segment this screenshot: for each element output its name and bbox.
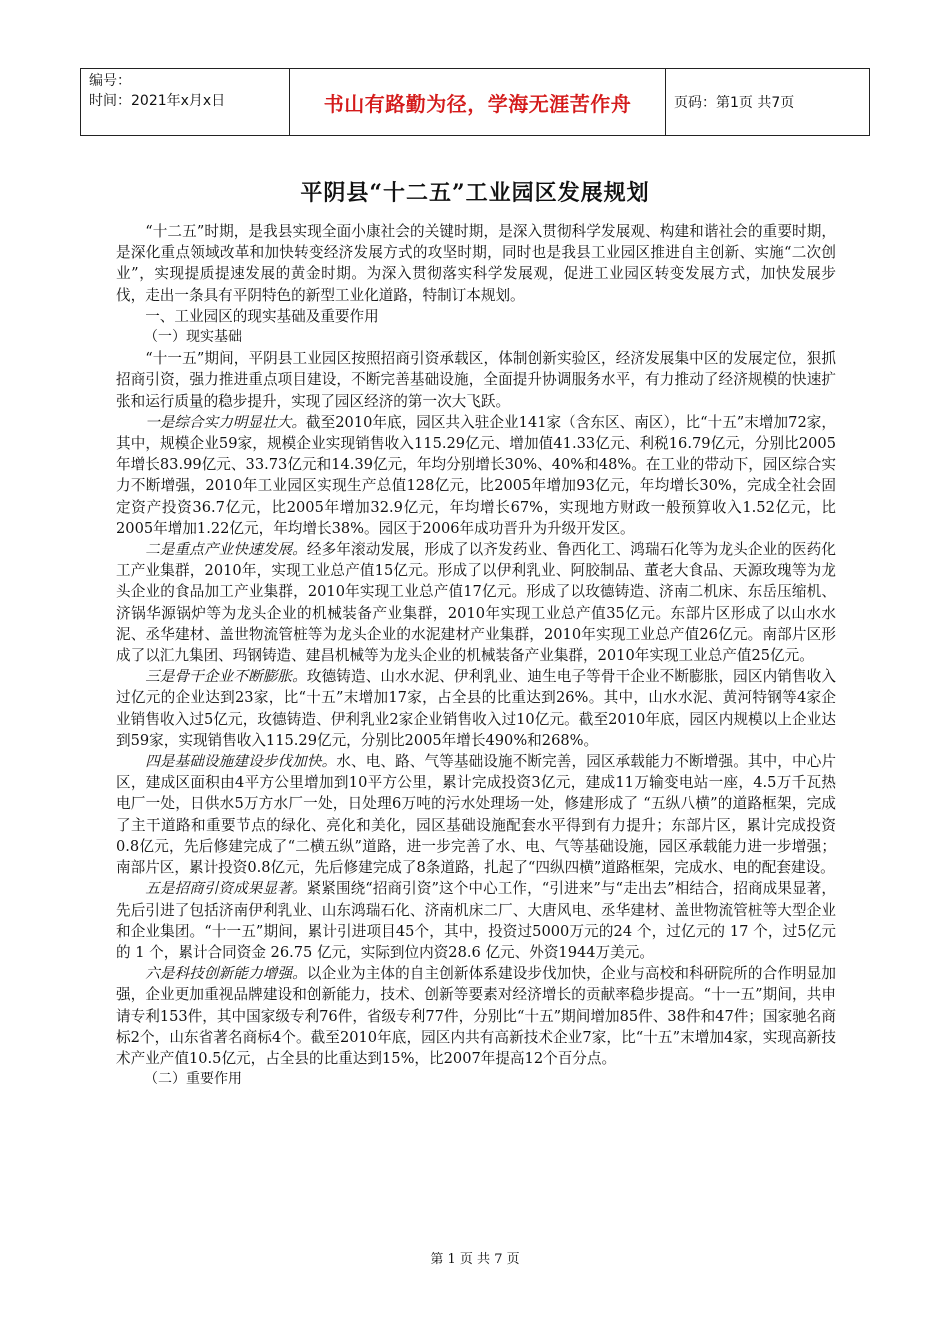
point-text: 紧紧围绕“招商引资”这个中心工作，“引进来”与“走出去”相结合，招商成果显著，先后引进了包括济南伊利乳业、山东鸿瑞石化、济南机床二厂、大唐风电、丞华建材、盖世物流管桩等大型企业和企业集团。“十一五”期间，累计引进项目45个，其中，投资过5000万元的24 个，过亿元的 17 个，过5亿元的 1 个，累计合同资金 26.75 亿元，实际到位内资28.6 亿元、外资1944万美元。 [116,880,836,961]
subsection-heading-basis: （一）现实基础 [144,329,242,346]
intro-paragraph: “十二五”时期，是我县实现全面小康社会的关键时期，是深入贯彻科学发展观、构建和谐社会的重要时期，是深化重点领域改革和加快转变经济发展方式的攻坚时期，同时也是我县工业园区推进自主创新、实施“二次创业”，实现提质提速发展的黄金时期。为深入贯彻落实科学发展观，促进工业园区转变发展方式，加快发展步伐，走出一条具有平阴特色的新型工业化道路，特制订本规划。 [116,223,836,304]
point-lead: 三是骨干企业不断膨胀。 [145,668,307,686]
point-text: 水、电、路、气等基础设施不断完善，园区承载能力不断增强。其中，中心片区，建成区面积由4平方公里增加到10平方公里，累计完成投资3亿元，建成11万输变电站一座，4.5万千瓦热电厂一处，日供水5万方水厂一处，日处理6万吨的污水处理场一处，修建形成了 “五纵八横”的道路框架，完成了主干道路和重要节点的绿化、亮化和美化，园区基础设施配套水平得到有力提升；东部片区，累计完成投资0.8亿元，先后修建完成了“二横五纵”道路，进一步完善了水、电、气等基础设施，园区承载能力进一步增强；南部片区，累计投资0.8亿元，先后修建完成了8条道路，扎起了“四纵四横”道路框架，完成水、电的配套建设。 [116,753,836,877]
point-lead: 四是基础设施建设步伐加快。 [145,753,337,771]
point-paragraph-4 [116,751,836,878]
basis-intro-paragraph: “十一五”期间，平阴县工业园区按照招商引资承载区，体制创新实验区，经济发展集中区的发展定位，狠抓招商引资，强力推进重点项目建设，不断完善基础设施，全面提升协调服务水平，有力推动了经济规模的快速扩张和运行质量的稳步提升，实现了园区经济的第一次大飞跃。 [116,350,836,410]
point-text: 经多年滚动发展，形成了以齐发药业、鲁西化工、鸿瑞石化等为龙头企业的医药化工产业集群，2010年，实现工业总产值15亿元。形成了以伊利乳业、阿胶制品、董老大食品、天源玫瑰等为龙头企业的食品加工产业集群，2010年实现工业总产值17亿元。形成了以玫德铸造、济南二机床、东岳压缩机、济锅华源锅炉等为龙头企业的机械装备产业集群，2010年实现工业总产值35亿元。东部片区形成了以山水水泥、丞华建材、盖世物流管桩等为龙头企业的水泥建材产业集群，2010年实现工业总产值26亿元。南部片区形成了以汇九集团、玛钢铸造、建昌机械等为龙头企业的机械装备产业集群，2010年实现工业总产值25亿元。 [116,541,836,665]
section-heading-1: 一、工业园区的现实基础及重要作用 [145,307,379,325]
point-paragraph-6 [116,963,836,1069]
header-table [80,68,870,136]
point-paragraph-1 [116,412,836,539]
page-footer: 第 1 页 共 7 页 [430,1252,520,1267]
document-time-label: 时间：2021年x月x日 [89,93,226,109]
header-motto: 书山有路勤为径，学海无涯苦作舟 [290,69,666,136]
header-meta-cell [81,69,290,136]
document-title: 平阴县“十二五”工业园区发展规划 [300,180,650,206]
point-paragraph-2 [116,539,836,666]
document-number-label: 编号： [89,73,131,89]
document-body [116,221,836,1090]
point-lead: 六是科技创新能力增强。 [145,965,307,983]
point-lead: 一是综合实力明显壮大。 [145,413,307,431]
subsection-heading-role: （二）重要作用 [144,1071,242,1088]
point-text: 以企业为主体的自主创新体系建设步伐加快，企业与高校和科研院所的合作明显加强，企业更加重视品牌建设和创新能力，技术、创新等要素对经济增长的贡献率稳步提高。“十一五”期间，共申请专利153件，其中国家级专利76件，省级专利77件，分别比“十五”期间增加85件、38件和47件；国家驰名商标2个，山东省著名商标4个。截至2010年底，园区内共有高新技术企业7家，比“十五”末增加4家，实现高新技术产业产值10.5亿元，占全县的比重达到15%，比2007年提高12个百分点。 [116,965,836,1067]
point-text: 截至2010年底，园区共入驻企业141家（含东区、南区），比“十五”末增加72家，其中，规模企业59家，规模企业实现销售收入115.29亿元、增加值41.33亿元、利税16.79亿元，分别比2005年增长83.99亿元、33.73亿元和14.39亿元，年均分别增长30%、40%和48%。在工业的带动下，园区综合实力不断增强，2010年工业园区实现生产总值128亿元，比2005年增加93亿元，年均增长30%，完成全社会固定资产投资36.7亿元，比2005年增加32.9亿元，年均增长67%，实现地方财政一般预算收入1.52亿元，比2005年增加1.22亿元，年均增长38%。园区于2006年成功晋升为升级开发区。 [116,413,836,537]
point-paragraph-5 [116,878,836,963]
point-lead: 二是重点产业快速发展。 [145,541,307,559]
point-lead: 五是招商引资成果显著。 [145,880,307,898]
point-paragraph-3 [116,666,836,751]
header-page-info: 页码：第1页 共7页 [666,69,870,136]
point-text: 玫德铸造、山水水泥、伊利乳业、迪生电子等骨干企业不断膨胀，园区内销售收入过亿元的企业达到23家，比“十五”末增加17家，占全县的比重达到26%。其中，山水水泥、黄河特钢等4家企业销售收入过5亿元，玫德铸造、伊利乳业2家企业销售收入过10亿元。截至2010年底，园区内规模以上企业达到59家，实现销售收入115.29亿元，分别比2005年增长490%和268%。 [116,668,836,749]
